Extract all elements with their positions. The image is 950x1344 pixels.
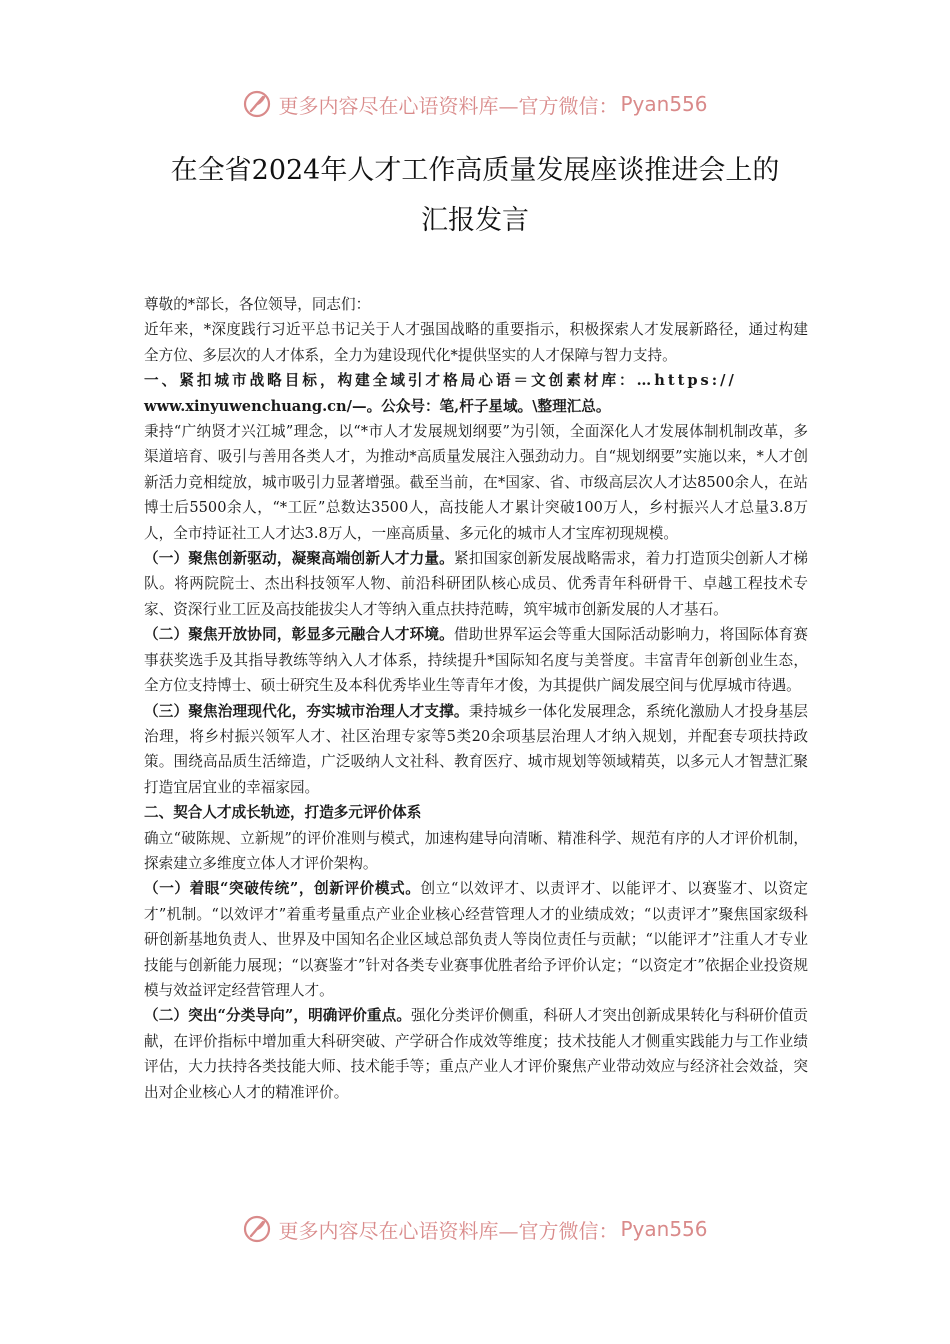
watermark-banner-top bbox=[0, 86, 950, 122]
title-line-2: 汇报发言 bbox=[421, 205, 529, 236]
subsection-1-2 bbox=[144, 622, 808, 698]
watermark-text: 更多内容尽在心语资料库—官方微信： bbox=[278, 1218, 619, 1243]
subsection-1-3 bbox=[144, 699, 808, 801]
title-line-1: 在全省2024年人才工作高质量发展座谈推进会上的 bbox=[170, 155, 780, 186]
subsection-2-1-heading: （一）着眼“突破传统”，创新评价模式。 bbox=[144, 880, 421, 898]
subsection-2-2 bbox=[144, 1003, 808, 1105]
subsection-2-1 bbox=[144, 876, 808, 1003]
greeting: 尊敬的*部长，各位领导，同志们： bbox=[144, 296, 371, 313]
section-1-heading-line-1: 一、紧扣城市战略目标，构建全域引才格局心语＝文创素材库：…https:// bbox=[144, 372, 737, 390]
page-title bbox=[100, 146, 850, 246]
subsection-2-2-text: 强化分类评价侧重，科研人才突出创新成果转化与科研价值贡献，在评价指标中增加重大科研突破、产学研合作成效等维度；技术技能人才侧重实践能力与工作业绩评估，大力扶持各类技能大师、技术能手等；重点产业人才评价聚焦产业带动效应与经济社会效益，突出对企业核心人才的精准评价。 bbox=[144, 1007, 808, 1101]
subsection-1-3-text: 秉持城乡一体化发展理念，系统化激励人才投身基层治理，将乡村振兴领军人才、社区治理专家等5类20余项基层治理人才纳入规划，并配套专项扶持政策。围绕高品质生活缔造，广泛吸纳人文社科、教育医疗、城市规划等领域精英，以多元人才智慧汇聚打造宜居宜业的幸福家园。 bbox=[144, 702, 808, 796]
subsection-1-2-heading: （二）聚焦开放协同，彰显多元融合人才环境。 bbox=[144, 626, 454, 644]
section-1-paragraph: 秉持“广纳贤才兴江城”理念，以“*市人才发展规划纲要”为引领，全面深化人才发展体制机制改革，多渠道培育、吸引与善用各类人才，为推动*高质量发展注入强劲动力。自“规划纲要”实施以来，*人才创新活力竞相绽放，城市吸引力显著增强。截至当前，在*国家、省、市级高层次人才达8500余人，在站博士后5500余人，“*工匠”总数达3500人，高技能人才累计突破100万人，乡村振兴人才总量3.8万人，全市持证社工人才达3.8万人，一座高质量、多元化的城市人才宝库初现规模。 bbox=[144, 423, 808, 542]
watermark-wechat-id: Pyan556 bbox=[620, 1217, 708, 1241]
subsection-1-1 bbox=[144, 546, 808, 622]
subsection-1-3-heading: （三）聚焦治理现代化，夯实城市治理人才支撑。 bbox=[144, 702, 469, 720]
section-2-heading: 二、契合人才成长轨迹，打造多元评价体系 bbox=[144, 804, 422, 822]
watermark-wechat-id: Pyan556 bbox=[620, 92, 708, 116]
subsection-1-2-text: 借助世界军运会等重大国际活动影响力，将国际体育赛事获奖选手及其指导教练等纳入人才体系，持续提升*国际知名度与美誉度。丰富青年创新创业生态，全方位支持博士、硕士研究生及本科优秀毕业生等青年才俊，为其提供广阔发展空间与优厚城市待遇。 bbox=[144, 626, 808, 695]
section-1-heading-line-2: www.xinyuwenchuang.cn/—。公众号：笔,杆子星域。\整理汇总。 bbox=[144, 397, 611, 415]
feather-logo-icon bbox=[242, 89, 272, 119]
subsection-2-1-text: 创立“以效评才、以责评才、以能评才、以赛鉴才、以资定才”机制。“以效评才”着重考量重点产业企业核心经营管理人才的业绩成效；“以责评才”聚焦国家级科研创新基地负责人、世界及中国知名企业区域总部负责人等岗位责任与贡献；“以能评才”注重人才专业技能与创新能力展现；“以赛鉴才”针对各类专业赛事优胜者给予评价认定；“以资定才”依据企业投资规模与效益评定经营管理人才。 bbox=[144, 880, 809, 999]
subsection-2-2-heading: （二）突出“分类导向”，明确评价重点。 bbox=[144, 1007, 412, 1025]
document-body bbox=[144, 292, 808, 1105]
watermark-banner-bottom bbox=[0, 1211, 950, 1247]
section-2-paragraph: 确立“破陈规、立新规”的评价准则与模式，加速构建导向清晰、精准科学、规范有序的人才评价机制，探索建立多维度立体人才评价架构。 bbox=[144, 829, 808, 872]
intro-paragraph: 近年来，*深度践行习近平总书记关于人才强国战略的重要指示，积极探索人才发展新路径，通过构建全方位、多层次的人才体系，全力为建设现代化*提供坚实的人才保障与智力支持。 bbox=[144, 321, 808, 364]
subsection-1-1-text: 紧扣国家创新发展战略需求，着力打造顶尖创新人才梯队。将两院院士、杰出科技领军人物、前沿科研团队核心成员、优秀青年科研骨干、卓越工程技术专家、资深行业工匠及高技能拔尖人才等纳入重点扶持范畴，筑牢城市创新发展的人才基石。 bbox=[144, 550, 808, 618]
watermark-text: 更多内容尽在心语资料库—官方微信： bbox=[278, 93, 619, 118]
subsection-1-1-heading: （一）聚焦创新驱动，凝聚高端创新人才力量。 bbox=[144, 550, 454, 568]
feather-logo-icon bbox=[242, 1214, 272, 1244]
section-1-heading bbox=[144, 368, 808, 419]
